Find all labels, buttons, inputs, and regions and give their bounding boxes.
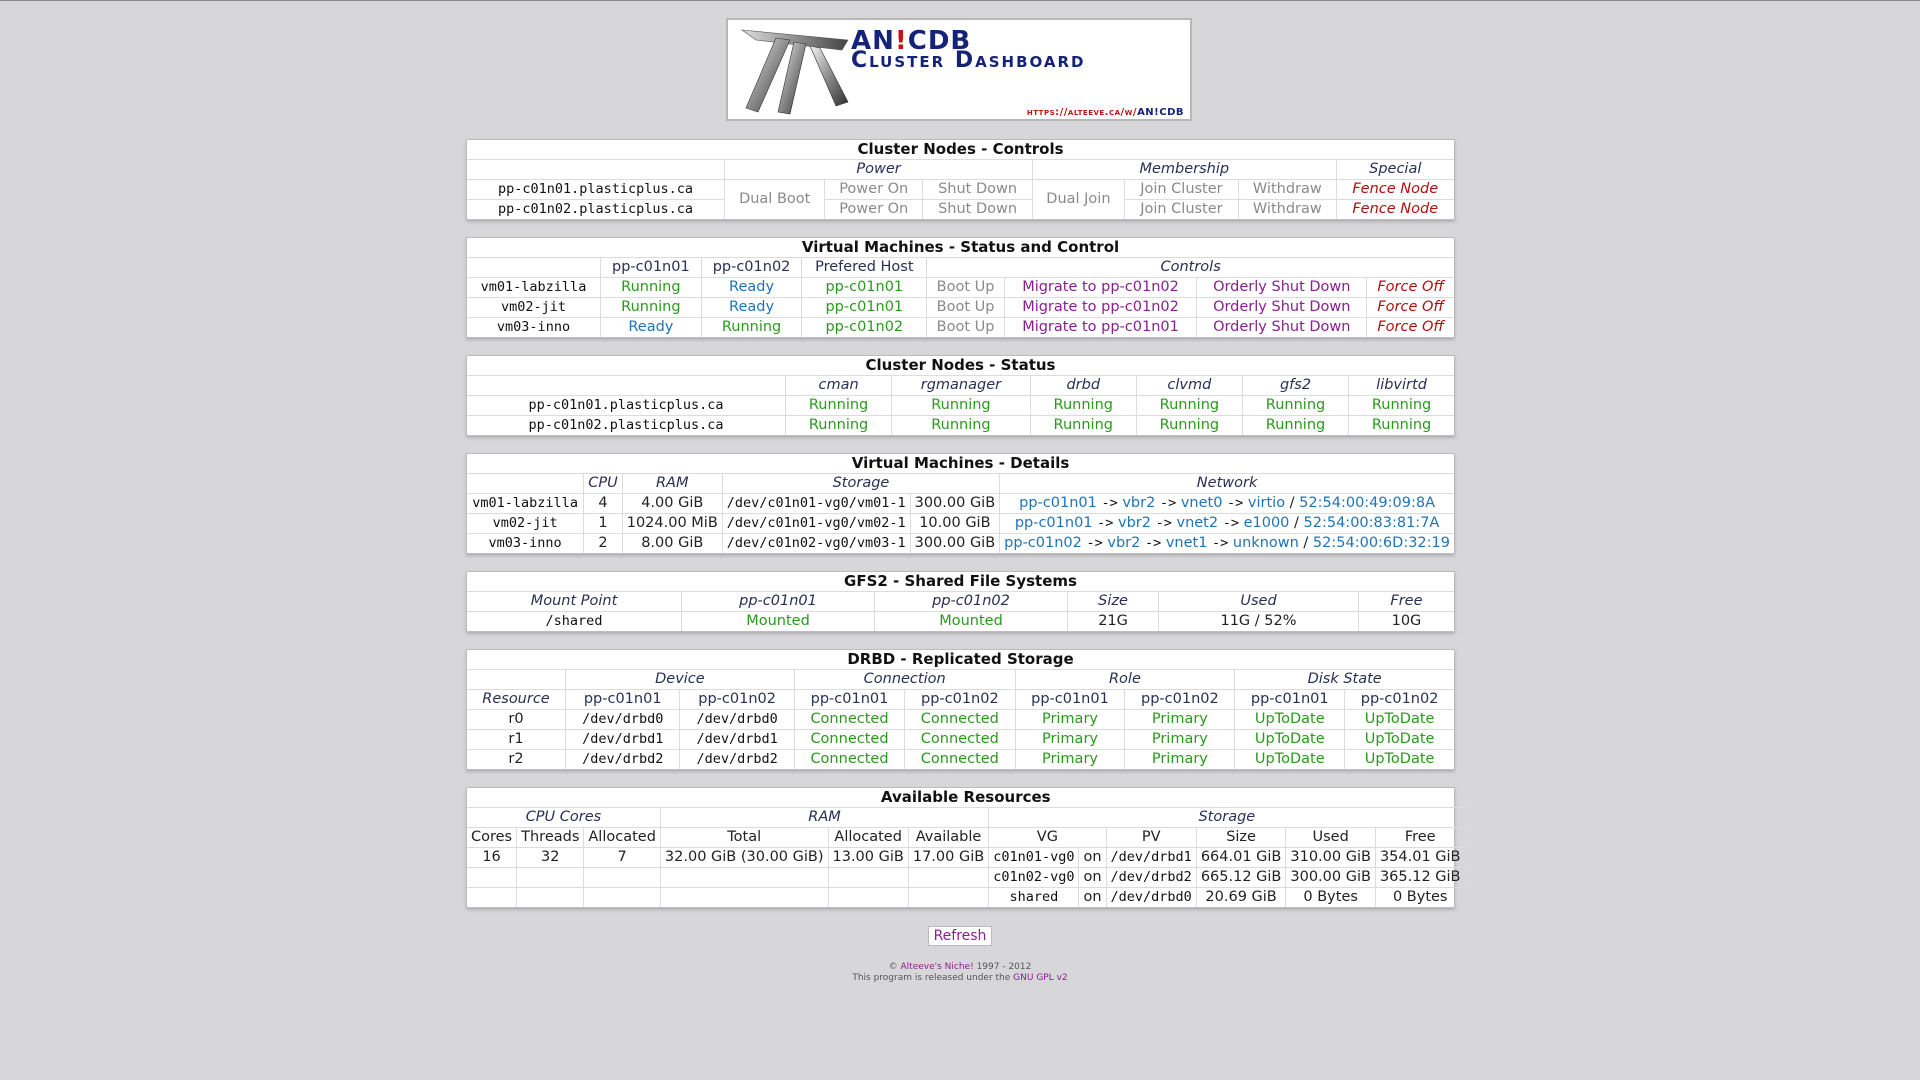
ram-header: RAM <box>660 808 988 828</box>
footer <box>0 962 1920 984</box>
fence-node-button[interactable]: Fence Node <box>1336 200 1454 220</box>
node-name: pp-c01n01.plasticplus.ca <box>467 180 725 200</box>
drbd-disk-state: UpToDate <box>1235 730 1345 750</box>
service-status: Running <box>892 416 1031 436</box>
vg-size: 665.12 GiB <box>1196 868 1286 888</box>
col-header: pp-c01n01 <box>566 690 680 710</box>
pv-name: /dev/drbd1 <box>1106 848 1196 868</box>
force-off-button[interactable]: Force Off <box>1367 278 1454 298</box>
panel-title: Cluster Nodes - Controls <box>857 140 1064 158</box>
table-row <box>467 730 1454 750</box>
col-header: Used <box>1159 592 1359 612</box>
node-name: pp-c01n02.plasticplus.ca <box>467 200 725 220</box>
power-on-button[interactable]: Power On <box>825 200 923 220</box>
vg-used: 300.00 GiB <box>1286 868 1376 888</box>
withdraw-button[interactable]: Withdraw <box>1239 200 1336 220</box>
vm-state: Ready <box>701 298 802 318</box>
drbd-role: Primary <box>1015 730 1125 750</box>
dual-join-button[interactable]: Dual Join <box>1033 180 1125 220</box>
mac-address: 52:54:00:49:09:8A <box>1299 495 1435 511</box>
shut-down-button[interactable]: Shut Down <box>923 200 1033 220</box>
col-header: Allocated <box>828 828 908 848</box>
table-row <box>467 298 1454 318</box>
table-row <box>467 888 1465 908</box>
vm-disk-size: 300.00 GiB <box>910 494 1000 514</box>
power-header: Power <box>725 160 1033 180</box>
drbd-disk-state: UpToDate <box>1235 750 1345 770</box>
vg-on: on <box>1079 848 1106 868</box>
service-status: Running <box>1030 396 1136 416</box>
panel-title: GFS2 - Shared File Systems <box>844 572 1077 590</box>
join-cluster-button[interactable]: Join Cluster <box>1124 200 1238 220</box>
logo-title: AN!CDB <box>851 26 972 56</box>
table-row <box>467 494 1454 514</box>
vnet-link[interactable]: vnet0 <box>1180 495 1223 511</box>
pv-name: /dev/drbd0 <box>1106 888 1196 908</box>
col-header: pp-c01n01 <box>1235 690 1345 710</box>
orderly-shutdown-button[interactable]: Orderly Shut Down <box>1197 298 1367 318</box>
copyright-line: © Alteeve's Niche! 1997 - 2012 <box>888 962 1032 972</box>
role-header: Role <box>1015 670 1235 690</box>
panel-title: Available Resources <box>880 788 1051 806</box>
vm-lv: /dev/c01n02-vg0/vm03-1 <box>722 534 910 554</box>
col-header: pp-c01n01 <box>1015 690 1125 710</box>
drbd-role: Primary <box>1015 750 1125 770</box>
service-status: Running <box>786 416 892 436</box>
migrate-button[interactable]: Migrate to pp-c01n01 <box>1004 318 1196 338</box>
service-status: Running <box>1136 396 1242 416</box>
panel-title: Virtual Machines - Status and Control <box>801 238 1120 256</box>
fs-size: 21G <box>1068 612 1159 632</box>
vm-ram: 8.00 GiB <box>622 534 722 554</box>
drbd-panel <box>466 649 1455 770</box>
drbd-disk-state: UpToDate <box>1345 750 1454 770</box>
orderly-shutdown-button[interactable]: Orderly Shut Down <box>1197 318 1367 338</box>
col-header: pp-c01n02 <box>1125 690 1235 710</box>
table-row <box>467 612 1454 632</box>
service-status: Running <box>786 396 892 416</box>
orderly-shutdown-button[interactable]: Orderly Shut Down <box>1197 278 1367 298</box>
vg-used: 310.00 GiB <box>1286 848 1376 868</box>
gfs2-panel <box>466 571 1455 632</box>
col-header: pp-c01n01 <box>794 690 904 710</box>
migrate-button[interactable]: Migrate to pp-c01n02 <box>1004 278 1196 298</box>
vm-network: pp-c01n01 -> vbr2 -> vnet0 -> virtio / 52:54:00:49:09:8A <box>1000 494 1454 514</box>
fs-free: 10G <box>1358 612 1454 632</box>
vm-state: Ready <box>601 318 702 338</box>
panel-title: Cluster Nodes - Status <box>865 356 1056 374</box>
vm-ram: 4.00 GiB <box>622 494 722 514</box>
nic-model: e1000 <box>1243 515 1290 531</box>
col-header: Size <box>1068 592 1159 612</box>
preferred-host: pp-c01n02 <box>802 318 927 338</box>
device-header: Device <box>566 670 795 690</box>
col-header: Network <box>1000 474 1454 494</box>
fs-used: 11G / 52% <box>1159 612 1359 632</box>
vm-name: vm01-labzilla <box>467 494 584 514</box>
drbd-role: Primary <box>1125 710 1235 730</box>
col-header: pp-c01n02 <box>875 592 1068 612</box>
drbd-disk-state: UpToDate <box>1345 710 1454 730</box>
mount-point: /shared <box>467 612 682 632</box>
col-header: pp-c01n02 <box>680 690 794 710</box>
table-row <box>467 868 1465 888</box>
vg-used: 0 Bytes <box>1286 888 1376 908</box>
cpu-threads: 32 <box>517 848 584 868</box>
drbd-connection: Connected <box>905 710 1015 730</box>
node-name: pp-c01n02.plasticplus.ca <box>467 416 786 436</box>
vm-state: Running <box>601 298 702 318</box>
col-header: drbd <box>1030 376 1136 396</box>
panel-title: Virtual Machines - Details <box>851 454 1070 472</box>
vg-name: c01n02-vg0 <box>989 868 1079 888</box>
alteeve-logo-icon <box>736 22 856 120</box>
col-header: Threads <box>517 828 584 848</box>
shut-down-button[interactable]: Shut Down <box>923 180 1033 200</box>
boot-up-button[interactable]: Boot Up <box>927 298 1005 318</box>
mac-address: 52:54:00:6D:32:19 <box>1312 535 1450 551</box>
col-header: cman <box>786 376 892 396</box>
host-link[interactable]: pp-c01n01 <box>1019 495 1097 511</box>
preferred-host: pp-c01n01 <box>802 278 927 298</box>
drbd-device: /dev/drbd0 <box>680 710 794 730</box>
vg-size: 20.69 GiB <box>1196 888 1286 908</box>
vm-state: Ready <box>701 278 802 298</box>
drbd-device: /dev/drbd0 <box>566 710 680 730</box>
vm-ram: 1024.00 MiB <box>622 514 722 534</box>
col-header: clvmd <box>1136 376 1242 396</box>
mac-address: 52:54:00:83:81:7A <box>1303 515 1440 531</box>
service-status: Running <box>1349 396 1454 416</box>
service-status: Running <box>1242 396 1348 416</box>
vm-cpu: 4 <box>584 494 622 514</box>
table-row <box>467 318 1454 338</box>
drbd-resource: r2 <box>467 750 566 770</box>
vg-free: 354.01 GiB <box>1375 848 1464 868</box>
cluster-controls-panel <box>466 139 1455 220</box>
vnet-link[interactable]: vnet2 <box>1176 515 1219 531</box>
col-header: pp-c01n01 <box>682 592 875 612</box>
an-cdb-logo[interactable] <box>726 18 1192 121</box>
license-line: This program is released under the GNU GPL v2 <box>852 973 1068 983</box>
table-row <box>467 514 1454 534</box>
col-header: RAM <box>622 474 722 494</box>
service-status: Running <box>892 396 1031 416</box>
connection-header: Connection <box>794 670 1015 690</box>
resources-panel <box>466 787 1461 908</box>
boot-up-button[interactable]: Boot Up <box>927 318 1005 338</box>
vm-lv: /dev/c01n01-vg0/vm02-1 <box>722 514 910 534</box>
service-status: Running <box>1349 416 1454 436</box>
table-row <box>467 278 1454 298</box>
col-header: Size <box>1196 828 1286 848</box>
col-header: gfs2 <box>1242 376 1348 396</box>
drbd-device: /dev/drbd2 <box>566 750 680 770</box>
controls-header: Controls <box>927 258 1454 278</box>
force-off-button[interactable]: Force Off <box>1367 318 1454 338</box>
table-row <box>467 710 1454 730</box>
col-header: PV <box>1106 828 1196 848</box>
nic-model: unknown <box>1232 535 1299 551</box>
join-cluster-button[interactable]: Join Cluster <box>1124 180 1238 200</box>
boot-up-button[interactable]: Boot Up <box>927 278 1005 298</box>
table-row <box>467 848 1465 868</box>
vm-disk-size: 10.00 GiB <box>910 514 1000 534</box>
vm-cpu: 2 <box>584 534 622 554</box>
vg-size: 664.01 GiB <box>1196 848 1286 868</box>
table-row <box>467 396 1454 416</box>
vg-name: c01n01-vg0 <box>989 848 1079 868</box>
vm-name: vm03-inno <box>467 534 584 554</box>
drbd-disk-state: UpToDate <box>1235 710 1345 730</box>
drbd-connection: Connected <box>905 730 1015 750</box>
vm-name: vm02-jit <box>467 514 584 534</box>
col-header: VG <box>989 828 1106 848</box>
mount-state: Mounted <box>682 612 875 632</box>
power-on-button[interactable]: Power On <box>825 180 923 200</box>
pv-name: /dev/drbd2 <box>1106 868 1196 888</box>
vg-on: on <box>1079 888 1106 908</box>
col-header: libvirtd <box>1349 376 1454 396</box>
ram-total: 32.00 GiB (30.00 GiB) <box>660 848 828 868</box>
vm-network: pp-c01n02 -> vbr2 -> vnet1 -> unknown / 52:54:00:6D:32:19 <box>1000 534 1454 554</box>
migrate-button[interactable]: Migrate to pp-c01n02 <box>1004 298 1196 318</box>
host-link[interactable]: pp-c01n02 <box>1004 535 1082 551</box>
col-header: Free <box>1375 828 1464 848</box>
refresh-button[interactable]: Refresh <box>928 926 992 946</box>
membership-header: Membership <box>1033 160 1336 180</box>
vg-name: shared <box>989 888 1079 908</box>
col-header: pp-c01n02 <box>701 258 802 278</box>
drbd-device: /dev/drbd1 <box>566 730 680 750</box>
col-header: Total <box>660 828 828 848</box>
fence-node-button[interactable]: Fence Node <box>1336 180 1454 200</box>
logo-subtitle: Cluster Dashboard <box>851 48 1086 73</box>
drbd-role: Primary <box>1125 730 1235 750</box>
ram-allocated: 13.00 GiB <box>828 848 908 868</box>
dual-boot-button[interactable]: Dual Boot <box>725 180 825 220</box>
service-status: Running <box>1136 416 1242 436</box>
service-status: Running <box>1242 416 1348 436</box>
col-header: Free <box>1358 592 1454 612</box>
vg-on: on <box>1079 868 1106 888</box>
vnet-link[interactable]: vnet1 <box>1165 535 1208 551</box>
preferred-host: pp-c01n01 <box>802 298 927 318</box>
col-header: Cores <box>467 828 517 848</box>
license-link[interactable]: GNU GPL v2 <box>1013 973 1068 983</box>
cpu-allocated: 7 <box>584 848 661 868</box>
drbd-device: /dev/drbd2 <box>680 750 794 770</box>
vm-details-panel <box>466 453 1455 554</box>
col-header: rgmanager <box>892 376 1031 396</box>
node-name: pp-c01n01.plasticplus.ca <box>467 396 786 416</box>
drbd-connection: Connected <box>794 750 904 770</box>
drbd-connection: Connected <box>905 750 1015 770</box>
table-row <box>467 534 1454 554</box>
panel-title: DRBD - Replicated Storage <box>847 650 1074 668</box>
vm-name: vm02-jit <box>467 298 601 318</box>
mount-state: Mounted <box>875 612 1068 632</box>
drbd-connection: Connected <box>794 710 904 730</box>
table-row <box>467 750 1454 770</box>
col-header: CPU <box>584 474 622 494</box>
col-header: Allocated <box>584 828 661 848</box>
cpu-cores-header: CPU Cores <box>467 808 660 828</box>
col-header: Mount Point <box>467 592 682 612</box>
logo-url: https://alteeve.ca/w/AN!CDB <box>1026 107 1184 118</box>
col-header: pp-c01n02 <box>905 690 1015 710</box>
special-header: Special <box>1336 160 1454 180</box>
col-header: Used <box>1286 828 1376 848</box>
bridge-link[interactable]: vbr2 <box>1122 495 1156 511</box>
bridge-link[interactable]: vbr2 <box>1118 515 1151 531</box>
col-header: Prefered Host <box>802 258 927 278</box>
drbd-resource: r1 <box>467 730 566 750</box>
col-header: Resource <box>467 690 566 710</box>
vm-name: vm03-inno <box>467 318 601 338</box>
vg-free: 0 Bytes <box>1375 888 1464 908</box>
company-link[interactable]: Alteeve's Niche! <box>900 962 974 972</box>
drbd-role: Primary <box>1015 710 1125 730</box>
vm-network: pp-c01n01 -> vbr2 -> vnet2 -> e1000 / 52:54:00:83:81:7A <box>1000 514 1454 534</box>
force-off-button[interactable]: Force Off <box>1367 298 1454 318</box>
disk-state-header: Disk State <box>1235 670 1454 690</box>
cpu-cores: 16 <box>467 848 517 868</box>
vm-state: Running <box>601 278 702 298</box>
storage-header: Storage <box>989 808 1465 828</box>
drbd-resource: r0 <box>467 710 566 730</box>
ram-available: 17.00 GiB <box>908 848 988 868</box>
drbd-device: /dev/drbd1 <box>680 730 794 750</box>
bridge-link[interactable]: vbr2 <box>1107 535 1141 551</box>
drbd-role: Primary <box>1125 750 1235 770</box>
host-link[interactable]: pp-c01n01 <box>1014 515 1093 531</box>
vm-name: vm01-labzilla <box>467 278 601 298</box>
withdraw-button[interactable]: Withdraw <box>1239 180 1336 200</box>
vm-disk-size: 300.00 GiB <box>910 534 1000 554</box>
col-header: Available <box>908 828 988 848</box>
vm-status-panel <box>466 237 1455 338</box>
col-header: pp-c01n01 <box>601 258 702 278</box>
col-header: Storage <box>722 474 999 494</box>
service-status: Running <box>1030 416 1136 436</box>
drbd-disk-state: UpToDate <box>1345 730 1454 750</box>
nic-model: virtio <box>1247 495 1286 511</box>
col-header: pp-c01n02 <box>1345 690 1454 710</box>
node-status-panel <box>466 355 1455 436</box>
vm-cpu: 1 <box>584 514 622 534</box>
vm-lv: /dev/c01n01-vg0/vm01-1 <box>722 494 910 514</box>
vg-free: 365.12 GiB <box>1375 868 1464 888</box>
drbd-connection: Connected <box>794 730 904 750</box>
table-row <box>467 416 1454 436</box>
vm-state: Running <box>701 318 802 338</box>
